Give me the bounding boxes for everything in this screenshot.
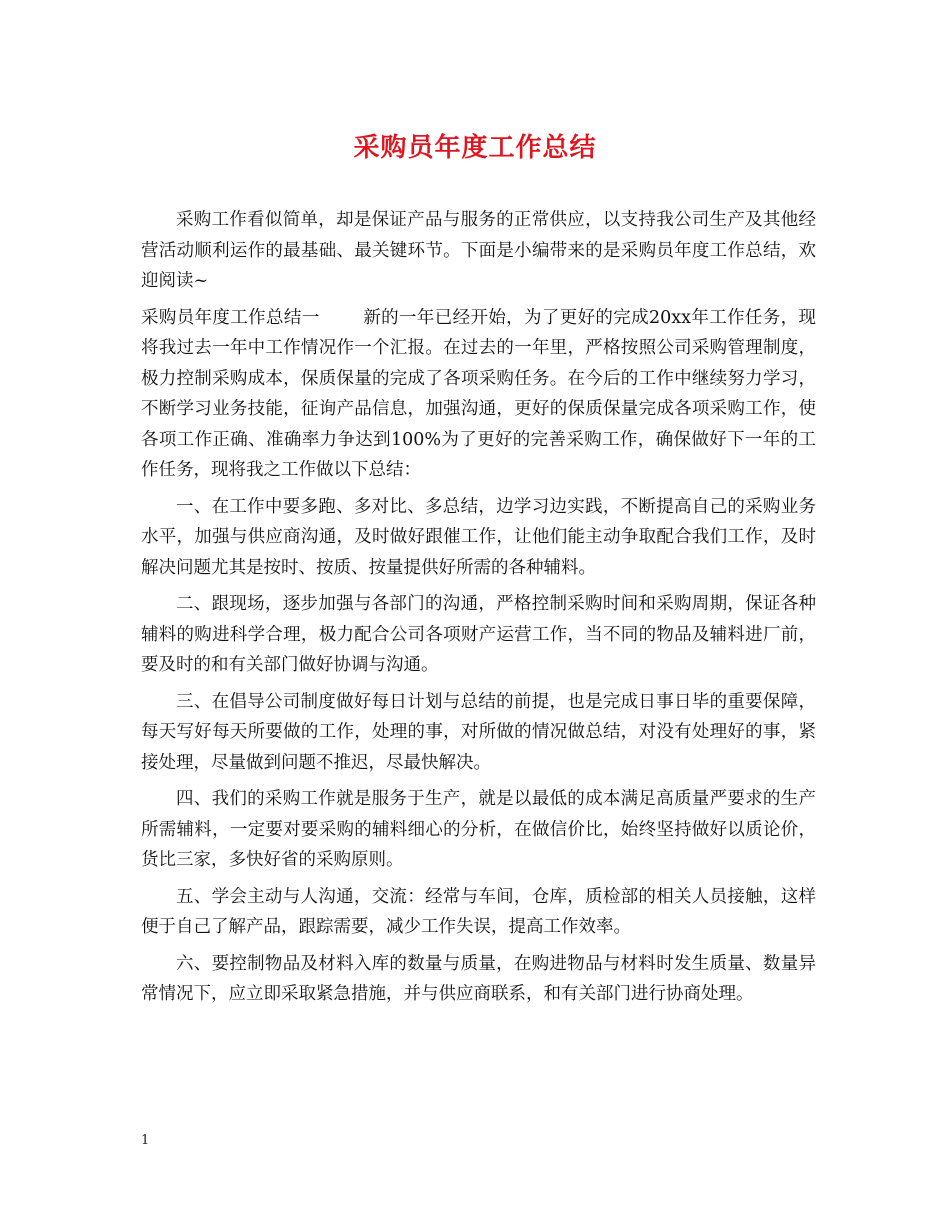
section-heading: 采购员年度工作总结一 bbox=[141, 307, 320, 328]
body-paragraph-2: 二、跟现场，逐步加强与各部门的沟通，严格控制采购时间和采购周期，保证各种辅料的购进科学合理，极力配合公司各项财产运营工作，当不同的物品及辅料进厂前，要及时的和有关部门做好协调与沟通。 bbox=[141, 594, 816, 675]
section-lead-text: 新的一年已经开始，为了更好的完成20xx年工作任务，现将我过去一年中工作情况作一个汇报。在过去的一年里，严格按照公司采购管理制度，极力控制采购成本，保质保量的完成了各项采购任务。在今后的工作中继续努力学习，不断学习业务技能，征询产品信息，加强沟通，更好的保质保量完成各项采购工作，使各项工作正确、准确率力争达到100%为了更好的完善采购工作，确保做好下一年的工作任务，现将我之工作做以下总结： bbox=[141, 307, 816, 480]
body-paragraph-3: 三、在倡导公司制度做好每日计划与总结的前提，也是完成日事日毕的重要保障，每天写好每天所要做的工作，处理的事，对所做的情况做总结，对没有处理好的事，紧接处理，尽量做到问题不推迟，尽最快解决。 bbox=[141, 691, 816, 773]
document-title: 采购员年度工作总结 bbox=[353, 133, 597, 163]
section-paragraph bbox=[141, 303, 816, 486]
body-paragraph-1: 一、在工作中要多跑、多对比、多总结，边学习边实践，不断提高自己的采购业务水平，加强与供应商沟通，及时做好跟催工作，让他们能主动争取配合我们工作，及时解决问题尤其是按时、按质、按量提供好所需的各种辅料。 bbox=[141, 496, 816, 578]
body-paragraph-4: 四、我们的采购工作就是服务于生产，就是以最低的成本满足高质量严要求的生产所需辅料，一定要对要采购的辅料细心的分析，在做信价比，始终坚持做好以质论价，货比三家，多快好省的采购原则。 bbox=[141, 789, 816, 870]
body-paragraph-5: 五、学会主动与人沟通，交流：经常与车间，仓库，质检部的相关人员接触，这样便于自己了解产品，跟踪需要，减少工作失误，提高工作效率。 bbox=[141, 886, 816, 937]
intro-paragraph: 采购工作看似简单，却是保证产品与服务的正常供应，以支持我公司生产及其他经营活动顺利运作的最基础、最关键环节。下面是小编带来的是采购员年度工作总结，欢迎阅读~ bbox=[141, 210, 816, 291]
document-body bbox=[141, 205, 816, 1016]
page-number: 1 bbox=[141, 1133, 150, 1148]
body-paragraph-6: 六、要控制物品及材料入库的数量与质量，在购进物品与材料时发生质量、数量异常情况下，应立即采取紧急措施，并与供应商联系，和有关部门进行协商处理。 bbox=[141, 953, 816, 1004]
